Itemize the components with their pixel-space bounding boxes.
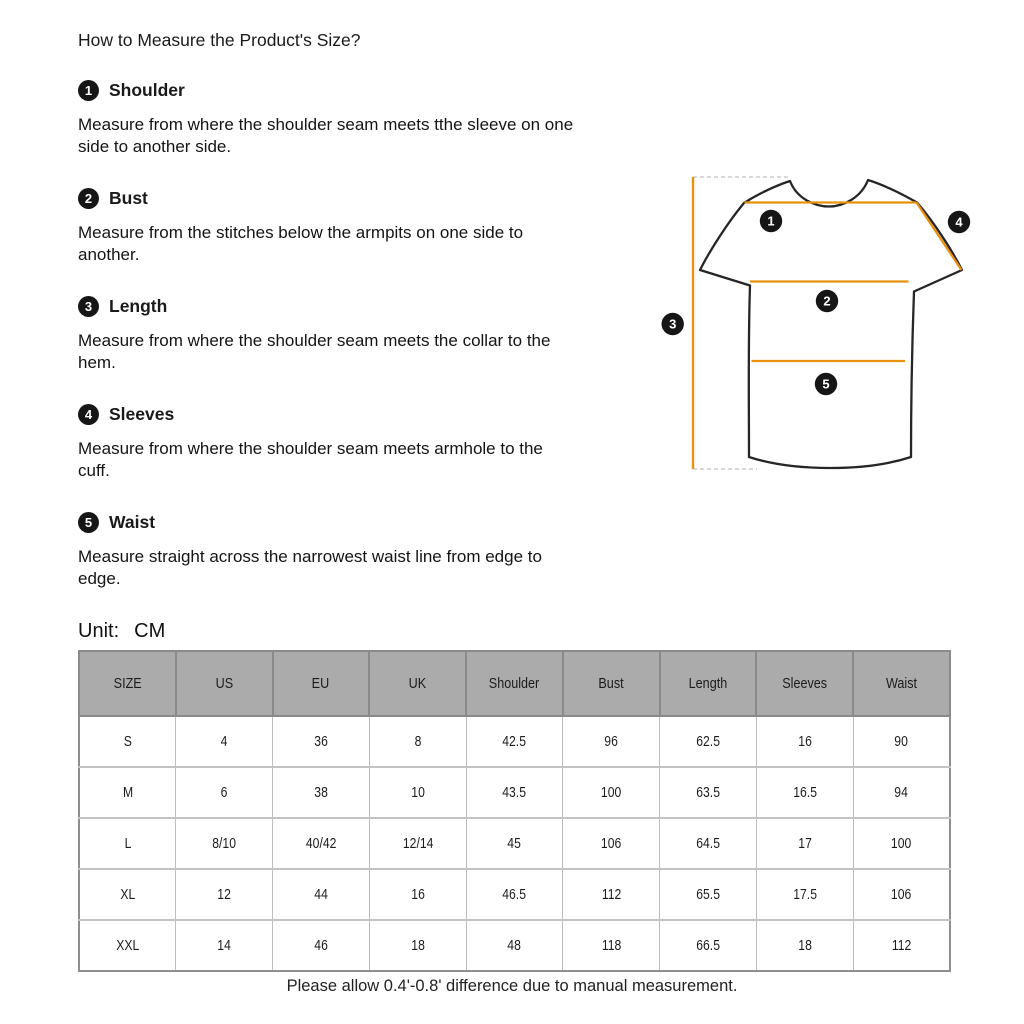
cell-value: 63.5 [696,784,720,801]
cell [273,767,370,818]
header-cell-shoulder [466,651,563,716]
cell [176,818,273,869]
section-label: Waist [109,512,156,532]
cell [466,767,563,818]
cell [853,716,950,767]
section-shoulder [78,80,628,158]
cell-value: 12/14 [402,835,433,852]
cell [756,869,853,920]
cell [563,920,660,971]
section-sleeves [78,404,628,482]
cell-value: XL [120,886,136,903]
cell-value: 40/42 [305,835,337,852]
section-description [78,114,628,158]
cell [273,818,370,869]
header-label: Bust [598,675,624,692]
cell [369,920,466,971]
cell [79,767,176,818]
table-row-xxl [79,920,950,971]
section-label: Shoulder [109,80,185,100]
cell-value: 43.5 [502,784,527,801]
cell [79,716,176,767]
section-label: Bust [109,188,148,208]
cell [660,869,757,920]
description-line: Measure from where the shoulder seam meets armhole to the [78,439,543,458]
cell-value: 46.5 [502,886,527,903]
description-line: Measure from where the shoulder seam meets tthe sleeve on one [78,115,574,134]
marker-5 [815,373,837,395]
cell-value: 16 [797,733,812,750]
cell [273,920,370,971]
number-badge-2: 2 [78,188,99,209]
cell-value: 112 [891,937,912,954]
cell-value: 8/10 [212,835,237,852]
header-label: Length [688,675,728,692]
header-label: Shoulder [489,675,540,692]
cell [176,716,273,767]
cell-value: 18 [410,937,425,954]
section-heading [78,512,628,533]
section-description [78,222,628,266]
cell-value: 100 [891,835,912,852]
cell-value: 8 [414,733,422,750]
number-badge-3: 3 [78,296,99,317]
description-line: another. [78,245,140,264]
size-table [78,650,951,972]
cell [273,716,370,767]
cell-value: 44 [314,886,328,903]
description-line: Measure from the stitches below the armpits on one side to [78,223,524,242]
tshirt-diagram-svg [660,160,990,490]
cell [660,716,757,767]
cell-value: 65.5 [696,886,720,903]
cell [79,818,176,869]
table-row-l [79,818,950,869]
cell-value: 16 [410,886,425,903]
number-badge-5: 5 [78,512,99,533]
header-cell-us [176,651,273,716]
cell-value: 46 [314,937,328,954]
svg-text:3: 3 [669,316,677,332]
cell-value: XXL [116,937,140,954]
header-label: US [215,675,233,692]
marker-3 [662,313,684,335]
header-cell-length [660,651,757,716]
section-length [78,296,628,374]
section-label: Length [109,296,168,316]
description-line: cuff. [78,461,110,480]
cell-value: 10 [410,784,425,801]
cell [79,869,176,920]
cell [756,767,853,818]
cell-value: 17 [797,835,812,852]
header-label: UK [408,675,427,692]
number-badge-4: 4 [78,404,99,425]
table-row-s [79,716,950,767]
unit-indicator [78,620,628,643]
cell-value: L [124,835,132,852]
svg-text:1: 1 [767,213,775,229]
header-label: EU [312,675,330,692]
header-label: Sleeves [782,675,828,692]
cell-value: 62.5 [696,733,720,750]
header-cell-eu [273,651,370,716]
cell-value: 36 [314,733,328,750]
cell [369,767,466,818]
description-line: edge. [78,569,121,588]
cell [563,716,660,767]
section-waist [78,512,628,590]
number-badge-1: 1 [78,80,99,101]
section-description [78,438,628,482]
header-cell-uk [369,651,466,716]
tshirt-outline [700,180,962,468]
header-cell-bust [563,651,660,716]
section-bust [78,188,628,266]
cell-value: 66.5 [696,937,720,954]
cell [369,716,466,767]
section-description [78,546,628,590]
section-heading [78,80,628,101]
cell-value: 42.5 [502,733,527,750]
cell [660,920,757,971]
cell [853,818,950,869]
cell-value: 14 [217,937,231,954]
cell-value: 6 [220,784,228,801]
marker-2 [816,290,838,312]
unit-label: Unit: [78,620,120,642]
svg-text:4: 4 [955,214,963,230]
tshirt-measurement-diagram [660,160,990,490]
description-line: Measure from where the shoulder seam meets the collar to the [78,331,551,350]
section-heading [78,296,628,317]
cell [466,716,563,767]
cell-value: 38 [314,784,328,801]
cell [660,818,757,869]
cell [563,767,660,818]
section-heading [78,404,628,425]
cell-value: 4 [220,733,228,750]
cell [466,818,563,869]
measurement-disclaimer: Please allow 0.4'-0.8' difference due to manual measurement. [286,977,738,995]
cell-value: 48 [507,937,522,954]
cell-value: 90 [894,733,909,750]
cell [660,767,757,818]
header-label: SIZE [113,675,142,692]
cell [79,920,176,971]
cell [853,920,950,971]
section-label: Sleeves [109,404,175,424]
cell-value: 17.5 [792,886,817,903]
cell-value: 112 [601,886,621,903]
cell-value: 118 [601,937,621,954]
header-label: Waist [886,675,918,692]
table-row-xl [79,869,950,920]
cell [176,767,273,818]
cell-value: 45 [507,835,522,852]
unit-value: CM [134,620,166,642]
description-line: Measure straight across the narrowest waist line from edge to [78,547,542,566]
cell-value: M [122,784,133,801]
cell-value: 100 [601,784,622,801]
measure-instructions [78,30,628,643]
cell-value: 64.5 [696,835,720,852]
section-description [78,330,628,374]
header-row [79,651,950,716]
svg-text:2: 2 [823,293,831,309]
cell [756,818,853,869]
cell [756,920,853,971]
cell [466,920,563,971]
svg-text:5: 5 [822,376,830,392]
cell [563,818,660,869]
cell [176,869,273,920]
cell [466,869,563,920]
description-line: hem. [78,353,116,372]
cell [853,767,950,818]
cell-value: 94 [894,784,909,801]
table-row-m [79,767,950,818]
cell [369,818,466,869]
size-table-container [78,650,951,972]
marker-4 [948,211,970,233]
cell [563,869,660,920]
cell-value: S [123,733,132,750]
cell-value: 106 [891,886,912,903]
header-cell-size [79,651,176,716]
cell-value: 96 [604,733,618,750]
cell [176,920,273,971]
header-cell-sleeves [756,651,853,716]
cell [369,869,466,920]
cell-value: 18 [797,937,812,954]
cell-value: 12 [217,886,231,903]
cell-value: 106 [601,835,622,852]
section-heading [78,188,628,209]
page-title: How to Measure the Product's Size? [78,30,361,50]
cell-value: 16.5 [792,784,817,801]
cell [853,869,950,920]
description-line: side to another side. [78,137,232,156]
header-cell-waist [853,651,950,716]
cell [756,716,853,767]
marker-1 [760,210,782,232]
cell [273,869,370,920]
